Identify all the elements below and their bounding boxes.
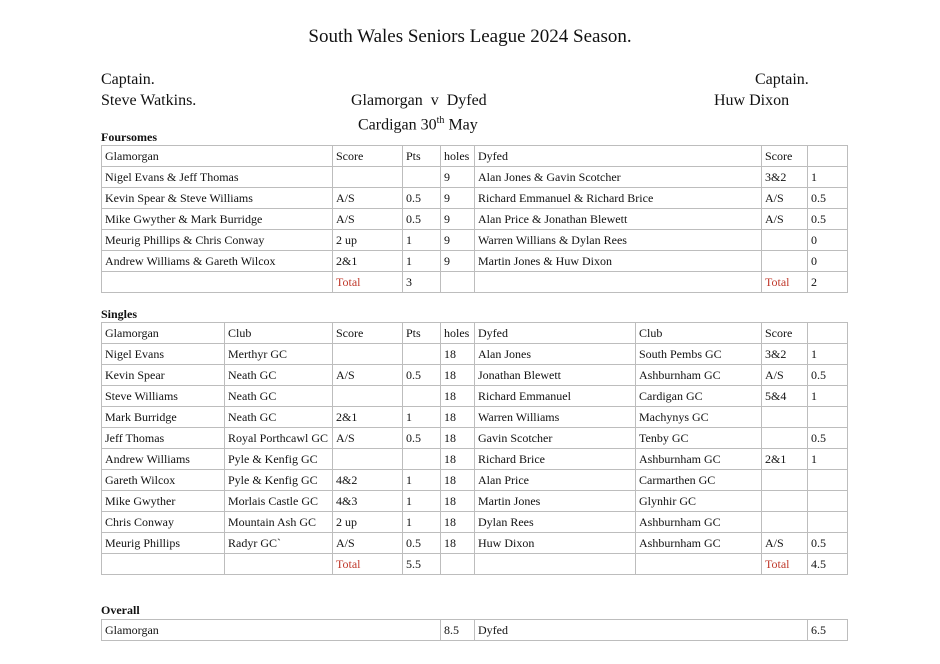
left-captain-label: Captain. [101, 71, 155, 88]
singles-cell: Pyle & Kenfig GC [225, 449, 333, 470]
singles-cell: Jonathan Blewett [475, 365, 636, 386]
singles-cell: 18 [441, 470, 475, 491]
foursomes-cell: Nigel Evans & Jeff Thomas [102, 167, 333, 188]
singles-cell [403, 449, 441, 470]
singles-cell: Warren Williams [475, 407, 636, 428]
foursomes-header-cell: Pts [403, 146, 441, 167]
foursomes-cell: 0 [808, 251, 848, 272]
singles-cell [808, 491, 848, 512]
singles-header-cell: Pts [403, 323, 441, 344]
venue-sup: th [436, 115, 445, 126]
foursomes-cell: 0.5 [403, 188, 441, 209]
singles-header-cell: Dyfed [475, 323, 636, 344]
singles-header-cell [808, 323, 848, 344]
foursomes-header-cell: holes [441, 146, 475, 167]
singles-cell: Mark Burridge [102, 407, 225, 428]
right-captain-label: Captain. [755, 71, 809, 88]
singles-cell: Cardigan GC [636, 386, 762, 407]
singles-cell: 4&3 [333, 491, 403, 512]
singles-cell: 18 [441, 386, 475, 407]
foursomes-header-cell [808, 146, 848, 167]
singles-empty-cell [441, 554, 475, 575]
foursomes-header-row [102, 146, 848, 167]
foursomes-cell: 0 [808, 230, 848, 251]
page-title: South Wales Seniors League 2024 Season. [308, 26, 632, 47]
singles-cell: Pyle & Kenfig GC [225, 470, 333, 491]
singles-row [102, 407, 848, 428]
singles-cell: Neath GC [225, 386, 333, 407]
foursomes-cell: 9 [441, 230, 475, 251]
foursomes-cell: 1 [403, 251, 441, 272]
foursomes-row [102, 251, 848, 272]
singles-cell: 2&1 [333, 407, 403, 428]
singles-cell: 1 [808, 386, 848, 407]
singles-empty-cell [225, 554, 333, 575]
singles-cell: 18 [441, 512, 475, 533]
singles-cell: Meurig Phillips [102, 533, 225, 554]
foursomes-cell: 2&1 [333, 251, 403, 272]
foursomes-cell [403, 167, 441, 188]
singles-cell [762, 407, 808, 428]
overall-heading: Overall [101, 603, 140, 617]
singles-cell: 2&1 [762, 449, 808, 470]
singles-header-cell: Score [762, 323, 808, 344]
singles-cell [403, 386, 441, 407]
foursomes-table [101, 145, 848, 293]
foursomes-total-glamorgan: 3 [403, 272, 441, 293]
singles-cell [333, 344, 403, 365]
foursomes-total-dyfed: 2 [808, 272, 848, 293]
foursomes-row [102, 209, 848, 230]
singles-cell: Chris Conway [102, 512, 225, 533]
singles-cell: Mike Gwyther [102, 491, 225, 512]
overall-dyfed-label: Dyfed [475, 620, 808, 641]
foursomes-cell: 9 [441, 209, 475, 230]
singles-cell [762, 491, 808, 512]
singles-cell: Ashburnham GC [636, 512, 762, 533]
singles-cell: Neath GC [225, 365, 333, 386]
singles-cell: A/S [333, 428, 403, 449]
foursomes-cell: A/S [333, 209, 403, 230]
singles-header-row [102, 323, 848, 344]
foursomes-heading: Foursomes [101, 130, 157, 144]
singles-cell: Neath GC [225, 407, 333, 428]
singles-cell: Richard Brice [475, 449, 636, 470]
singles-cell [762, 512, 808, 533]
singles-cell: Huw Dixon [475, 533, 636, 554]
singles-cell [403, 344, 441, 365]
venue-text2: May [444, 116, 478, 134]
singles-cell: Glynhir GC [636, 491, 762, 512]
venue-date [358, 111, 478, 134]
singles-cell [808, 407, 848, 428]
singles-empty-cell [102, 554, 225, 575]
foursomes-row [102, 230, 848, 251]
singles-cell: Merthyr GC [225, 344, 333, 365]
foursomes-cell: Alan Jones & Gavin Scotcher [475, 167, 762, 188]
foursomes-cell: 9 [441, 251, 475, 272]
foursomes-cell: 9 [441, 167, 475, 188]
singles-cell [762, 470, 808, 491]
foursomes-cell: 0.5 [808, 209, 848, 230]
foursomes-cell: 1 [403, 230, 441, 251]
left-captain-name: Steve Watkins. [101, 92, 197, 109]
singles-cell: Mountain Ash GC [225, 512, 333, 533]
foursomes-cell: A/S [762, 188, 808, 209]
singles-cell: 18 [441, 365, 475, 386]
venue-text: Cardigan 30 [358, 116, 437, 134]
singles-cell: Tenby GC [636, 428, 762, 449]
singles-total-glamorgan: 5.5 [403, 554, 441, 575]
singles-cell: 4&2 [333, 470, 403, 491]
foursomes-empty-cell [441, 272, 475, 293]
singles-cell [808, 512, 848, 533]
foursomes-cell [333, 167, 403, 188]
match-title: Glamorgan v Dyfed [351, 92, 487, 109]
singles-cell: 18 [441, 533, 475, 554]
singles-cell: 0.5 [403, 365, 441, 386]
singles-cell: Radyr GC` [225, 533, 333, 554]
overall-glam-label: Glamorgan [102, 620, 441, 641]
singles-row [102, 386, 848, 407]
singles-cell: 0.5 [808, 533, 848, 554]
foursomes-total-label: Total [333, 272, 403, 293]
singles-cell: 0.5 [403, 533, 441, 554]
singles-cell: A/S [762, 365, 808, 386]
foursomes-cell: 0.5 [808, 188, 848, 209]
foursomes-cell: 2 up [333, 230, 403, 251]
foursomes-empty-cell [475, 272, 762, 293]
foursomes-cell: 9 [441, 188, 475, 209]
singles-cell: Richard Emmanuel [475, 386, 636, 407]
singles-cell: Gareth Wilcox [102, 470, 225, 491]
foursomes-cell: 1 [808, 167, 848, 188]
singles-cell: Royal Porthcawl GC [225, 428, 333, 449]
singles-cell: A/S [762, 533, 808, 554]
singles-cell: Ashburnham GC [636, 365, 762, 386]
foursomes-header-cell: Score [762, 146, 808, 167]
singles-cell: 1 [403, 407, 441, 428]
foursomes-cell: A/S [333, 188, 403, 209]
singles-cell: 1 [403, 491, 441, 512]
foursomes-cell: A/S [762, 209, 808, 230]
singles-row [102, 449, 848, 470]
singles-heading: Singles [101, 307, 138, 321]
singles-cell: Machynys GC [636, 407, 762, 428]
singles-row [102, 491, 848, 512]
singles-cell: 3&2 [762, 344, 808, 365]
foursomes-cell [762, 230, 808, 251]
foursomes-cell: Martin Jones & Huw Dixon [475, 251, 762, 272]
singles-cell: 1 [808, 344, 848, 365]
foursomes-cell: Andrew Williams & Gareth Wilcox [102, 251, 333, 272]
singles-cell [333, 449, 403, 470]
singles-cell: 2 up [333, 512, 403, 533]
singles-row [102, 512, 848, 533]
foursomes-cell: Mike Gwyther & Mark Burridge [102, 209, 333, 230]
singles-cell: 18 [441, 344, 475, 365]
foursomes-cell: Alan Price & Jonathan Blewett [475, 209, 762, 230]
foursomes-row [102, 188, 848, 209]
singles-cell: Ashburnham GC [636, 533, 762, 554]
overall-glam-score: 8.5 [441, 620, 475, 641]
singles-cell: Alan Jones [475, 344, 636, 365]
singles-cell: 0.5 [808, 365, 848, 386]
singles-total-dyfed: 4.5 [808, 554, 848, 575]
foursomes-total-label: Total [762, 272, 808, 293]
foursomes-cell: Richard Emmanuel & Richard Brice [475, 188, 762, 209]
singles-cell: 18 [441, 449, 475, 470]
singles-cell: Jeff Thomas [102, 428, 225, 449]
singles-header-cell: Glamorgan [102, 323, 225, 344]
singles-cell: Dylan Rees [475, 512, 636, 533]
singles-cell: Martin Jones [475, 491, 636, 512]
singles-cell: 5&4 [762, 386, 808, 407]
singles-cell: Andrew Williams [102, 449, 225, 470]
foursomes-header-cell: Dyfed [475, 146, 762, 167]
singles-cell [808, 470, 848, 491]
singles-cell: A/S [333, 365, 403, 386]
singles-total-label: Total [333, 554, 403, 575]
singles-row [102, 428, 848, 449]
singles-cell: 1 [808, 449, 848, 470]
singles-cell: Alan Price [475, 470, 636, 491]
foursomes-cell: 3&2 [762, 167, 808, 188]
singles-empty-cell [636, 554, 762, 575]
foursomes-empty-cell [102, 272, 333, 293]
singles-cell: 0.5 [808, 428, 848, 449]
singles-cell: Gavin Scotcher [475, 428, 636, 449]
overall-dyfed-score: 6.5 [808, 620, 848, 641]
singles-cell: Nigel Evans [102, 344, 225, 365]
overall-table [101, 619, 848, 641]
singles-cell: Steve Williams [102, 386, 225, 407]
singles-empty-cell [475, 554, 636, 575]
singles-cell [762, 428, 808, 449]
singles-total-row [102, 554, 848, 575]
singles-cell: Kevin Spear [102, 365, 225, 386]
singles-cell: A/S [333, 533, 403, 554]
singles-row [102, 533, 848, 554]
singles-cell: 1 [403, 512, 441, 533]
foursomes-cell: Kevin Spear & Steve Williams [102, 188, 333, 209]
foursomes-cell: 0.5 [403, 209, 441, 230]
singles-cell: 0.5 [403, 428, 441, 449]
singles-cell: 1 [403, 470, 441, 491]
foursomes-header-cell: Score [333, 146, 403, 167]
singles-cell: 18 [441, 407, 475, 428]
singles-cell: Ashburnham GC [636, 449, 762, 470]
singles-row [102, 365, 848, 386]
foursomes-total-row [102, 272, 848, 293]
singles-header-cell: holes [441, 323, 475, 344]
singles-cell [333, 386, 403, 407]
singles-total-label: Total [762, 554, 808, 575]
singles-row [102, 344, 848, 365]
right-captain-name: Huw Dixon [714, 92, 790, 109]
singles-header-cell: Score [333, 323, 403, 344]
foursomes-cell: Warren Willians & Dylan Rees [475, 230, 762, 251]
foursomes-cell [762, 251, 808, 272]
singles-row [102, 470, 848, 491]
overall-row [102, 620, 848, 641]
singles-cell: South Pembs GC [636, 344, 762, 365]
singles-cell: 18 [441, 428, 475, 449]
singles-table [101, 322, 848, 575]
foursomes-cell: Meurig Phillips & Chris Conway [102, 230, 333, 251]
foursomes-header-cell: Glamorgan [102, 146, 333, 167]
singles-cell: Carmarthen GC [636, 470, 762, 491]
foursomes-row [102, 167, 848, 188]
singles-header-cell: Club [225, 323, 333, 344]
singles-cell: 18 [441, 491, 475, 512]
singles-header-cell: Club [636, 323, 762, 344]
singles-cell: Morlais Castle GC [225, 491, 333, 512]
